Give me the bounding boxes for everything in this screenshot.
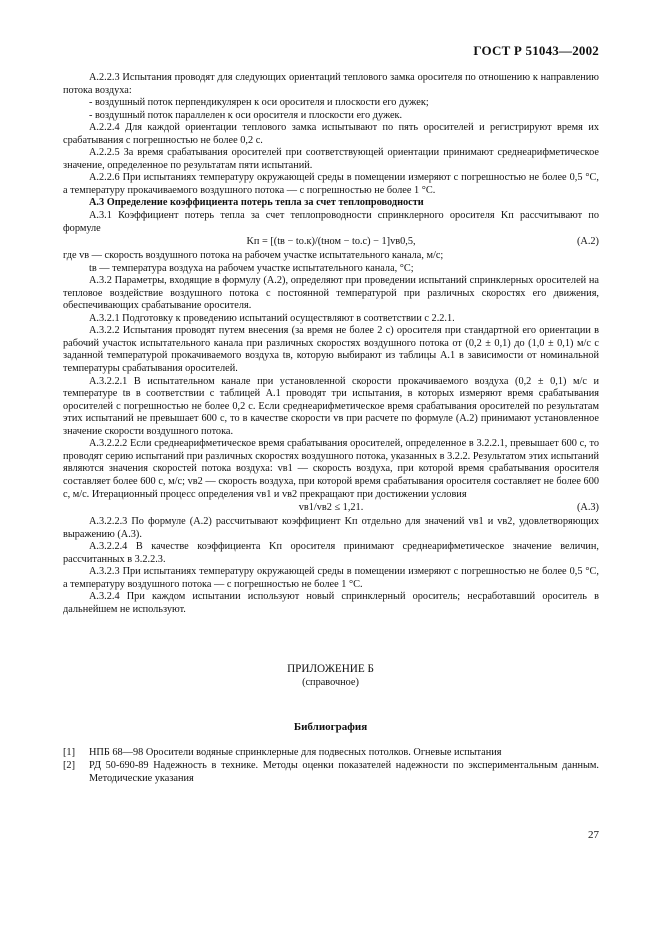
bibliography-mark: [2] — [63, 760, 76, 772]
paragraph-a-3-2-2-2: А.3.2.2.2 Если среднеарифметическое время срабатывания оросителей, определенное в 3.2.2.1, превышает 600 с, то проводят серию испытаний при различных скоростях воздушного потока, указанных в 3.2.2. Результатом этих испытаний являются значения скоростей потока воздуха: vв1 — скорость воздуха, при которой время срабатывания оросителя составляет более 600 с, м/с; vв2 — скорость воздуха, при которой время срабатывания оросителя составляет не более 600 с, м/с. Итерационный процесс определения vв1 и vв2 прекращают при достижении условия — [63, 438, 599, 500]
paragraph-a-3-2-2: А.3.2.2 Испытания проводят путем внесения (за время не более 2 с) оросителя при стандартной его ориентации в рабочий участок испытательного канала при различных скоростях воздушного потока от (0,2 ± 0,1) до (1,0 ± 0,1) м/с с заданной температурой прокачиваемого воздуха tв, которую выбирают из таблицы А.1 в зависимости от номинальной температуры срабатывания оросителей. — [63, 325, 599, 375]
bibliography-mark: [1] — [63, 747, 76, 758]
page-number: 27 — [588, 829, 599, 841]
bibliography-list — [63, 747, 599, 786]
list-item — [63, 760, 599, 785]
formula-number: (А.3) — [576, 502, 599, 514]
standard-header: ГОСТ Р 51043—2002 — [473, 43, 599, 58]
formula-a-2 — [63, 236, 599, 250]
appendix-b-subtitle: (справочное) — [302, 677, 359, 688]
paragraph-a-3-2: А.3.2 Параметры, входящие в формулу (А.2), определяют при проведении испытаний спринклерных оросителей на тепловое воздействие воздушного потока с постоянной температурой при различных скоростях его движения, обеспечивающих срабатывание оросителя. — [63, 275, 599, 312]
formula-a-3 — [63, 502, 599, 516]
paragraph-a-2-2-4: А.2.2.4 Для каждой ориентации теплового замка испытывают по пять оросителей и регистрируют время их срабатывания с погрешностью не более 0,2 с. — [63, 122, 599, 146]
paragraph-a-3-2-2-3: А.3.2.2.3 По формуле (А.2) рассчитывают коэффициент Kп отдельно для значений vв1 и vв2, удовлетворяющих выражению (А.3). — [63, 516, 599, 540]
list-item: - воздушный поток перпендикулярен к оси оросителя и плоскости его дужек; — [89, 97, 429, 109]
list-item: - воздушный поток параллелен к оси оросителя и плоскости его дужек. — [89, 109, 403, 121]
paragraph-a-2-2-3: А.2.2.3 Испытания проводят для следующих ориентаций теплового замка оросителя по отношению к направлению потока воздуха: — [63, 72, 599, 96]
definition-line: где vв — скорость воздушного потока на рабочем участке испытательного канала, м/с; — [63, 250, 444, 262]
bibliography-text: НПБ 68—98 Оросители водяные спринклерные для подвесных потолков. Огневые испытания — [89, 747, 502, 758]
paragraph-a-3-2-4: А.3.2.4 При каждом испытании используют новый спринклерный ороситель; несработавший ороситель в дальнейшем не используют. — [63, 591, 599, 615]
bibliography-text: РД 50-690-89 Надежность в технике. Методы оценки показателей надежности по экспериментальным данным. Методические указания — [89, 760, 599, 784]
paragraph-a-3-2-2-1: А.3.2.2.1 В испытательном канале при установленной скорости прокачиваемого воздуха (0,2 ± 0,1) м/с и температуре tв в соответствии с таблицей А.1 проводят три испытания, в которых измеряют время срабатывания оросителей с погрешностью не более 0,2 с. Если среднеарифметическое время срабатывания оросителей по результатам этих испытаний не превышает 600 с, то в качестве скорости vв при расчете по формуле (А.2) принимают установленное значение скорости воздушного потока. — [63, 375, 599, 437]
paragraph-a-3-2-2-4: А.3.2.2.4 В качестве коэффициента Kп оросителя принимают среднеарифметическое значение величин, рассчитанных в 3.2.2.3. — [63, 541, 599, 565]
appendix-a-body — [63, 72, 599, 616]
list-item — [63, 747, 599, 760]
definition-line: tв — температура воздуха на рабочем участке испытательного канала, °С; — [89, 262, 414, 274]
formula-number: (А.2) — [576, 236, 599, 248]
formula-expression: Kп = [(tв − tо.к)/(tном − tо.с) − 1]vв0,5, — [246, 236, 416, 248]
paragraph-a-3-1: А.3.1 Коэффициент потерь тепла за счет теплопроводности спринклерного оросителя Kп рассчитывают по формуле — [63, 210, 599, 234]
paragraph-a-3-2-3: А.3.2.3 При испытаниях температуру окружающей среды в помещении измеряют с погрешностью не более 0,5 °С, а температуру воздушного потока — с погрешностью не более 1 °С. — [63, 566, 599, 590]
paragraph-a-2-2-5: А.2.2.5 За время срабатывания оросителей при соответствующей ориентации принимают среднеарифметическое значение, определенное по результатам пяти испытаний. — [63, 147, 599, 171]
paragraph-a-3-2-1: А.3.2.1 Подготовку к проведению испытаний осуществляют в соответствии с 2.2.1. — [89, 312, 455, 324]
bibliography-title: Библиография — [293, 721, 368, 733]
paragraph-a-2-2-6: А.2.2.6 При испытаниях температуру окружающей среды в помещении измеряют с погрешностью не более 0,5 °С, а температуру прокачиваемого воздушного потока — с погрешностью не более 1 °С. — [63, 172, 599, 196]
appendix-b-title: ПРИЛОЖЕНИЕ Б — [287, 663, 374, 675]
section-heading-a-3: А.3 Определение коэффициента потерь тепла за счет теплопроводности — [89, 197, 424, 209]
formula-expression: vв1/vв2 ≤ 1,21. — [298, 502, 364, 514]
